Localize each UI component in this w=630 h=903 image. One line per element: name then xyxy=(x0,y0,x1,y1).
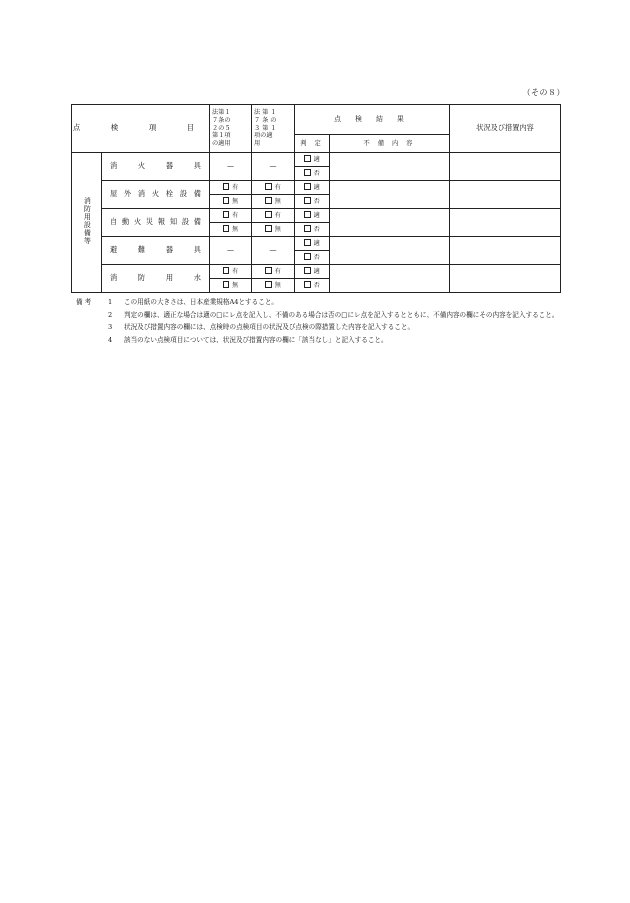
checkbox-icon xyxy=(304,267,311,274)
category-cell xyxy=(72,153,102,293)
law2-no-checkbox[interactable]: 無 xyxy=(252,223,295,237)
checkbox-icon xyxy=(265,197,272,204)
item-name: 屋外消火栓設備 xyxy=(102,181,210,209)
judge-ok-checkbox[interactable]: 適 xyxy=(295,209,330,223)
note-item: 備考 1 この用紙の大きさは、日本産業規格A4とすること。 xyxy=(76,296,560,309)
checkbox-icon xyxy=(223,281,230,288)
table-row xyxy=(72,209,561,223)
checkbox-icon xyxy=(223,197,230,204)
checkbox-icon xyxy=(223,183,230,190)
law1-no-checkbox[interactable]: 無 xyxy=(210,195,252,209)
law2-yes-checkbox[interactable]: 有 xyxy=(252,181,295,195)
checkbox-icon xyxy=(304,225,311,232)
table-row xyxy=(72,153,561,167)
header-result: 点 検 結 果 xyxy=(295,105,450,135)
judge-ng-checkbox[interactable]: 否 xyxy=(295,167,330,181)
notes-section xyxy=(76,296,560,346)
category-label: 消防用設備等 xyxy=(83,197,92,246)
law2-yes-checkbox[interactable]: 有 xyxy=(252,209,295,223)
note-item: 3 状況及び措置内容の欄には、点検時の点検項目の状況及び点検の際措置した内容を記入すること。 xyxy=(108,323,415,331)
header-row-1 xyxy=(72,105,561,135)
note-item: 4 該当のない点検項目については、状況及び措置内容の欄に「該当なし」と記入すること。 xyxy=(108,335,388,344)
table-row xyxy=(72,265,561,279)
checkbox-icon xyxy=(304,183,311,190)
law2-value: — xyxy=(252,153,295,181)
judge-ok-checkbox[interactable]: 適 xyxy=(295,153,330,167)
law2-no-checkbox[interactable]: 無 xyxy=(252,195,295,209)
checkbox-icon xyxy=(304,239,311,246)
defect-cell[interactable] xyxy=(330,237,450,265)
judge-ng-checkbox[interactable]: 否 xyxy=(295,279,330,293)
judge-ok-checkbox[interactable]: 適 xyxy=(295,265,330,279)
table-row xyxy=(72,237,561,251)
table-row xyxy=(72,181,561,195)
checkbox-icon xyxy=(223,267,230,274)
checkbox-icon xyxy=(304,169,311,176)
law2-value: — xyxy=(252,237,295,265)
checkbox-icon xyxy=(304,155,311,162)
law1-yes-checkbox[interactable]: 有 xyxy=(210,181,252,195)
defect-cell[interactable] xyxy=(330,181,450,209)
checkbox-icon xyxy=(304,281,311,288)
judge-ok-checkbox[interactable]: 適 xyxy=(295,181,330,195)
checkbox-icon xyxy=(304,253,311,260)
checkbox-icon xyxy=(265,281,272,288)
item-name: 自動火災報知設備 xyxy=(102,209,210,237)
item-name: 消防用水 xyxy=(102,265,210,293)
header-defect: 不 備 内 容 xyxy=(330,135,450,153)
status-cell[interactable] xyxy=(450,265,561,293)
law1-yes-checkbox[interactable]: 有 xyxy=(210,209,252,223)
checkbox-icon xyxy=(304,197,311,204)
checkbox-icon xyxy=(265,211,272,218)
header-judgment: 判 定 xyxy=(295,135,330,153)
item-name: 消火器具 xyxy=(102,153,210,181)
header-law-col2: 法 第 １ ７ 条 の ３ 第 １ 項の適 用 xyxy=(252,105,295,153)
checkbox-icon xyxy=(223,225,230,232)
law1-value: — xyxy=(210,237,252,265)
status-cell[interactable] xyxy=(450,181,561,209)
judge-ng-checkbox[interactable]: 否 xyxy=(295,223,330,237)
item-name: 避難器具 xyxy=(102,237,210,265)
law2-yes-checkbox[interactable]: 有 xyxy=(252,265,295,279)
header-status: 状況及び措置内容 xyxy=(450,105,561,153)
page-label: （その８） xyxy=(522,88,565,97)
law1-no-checkbox[interactable]: 無 xyxy=(210,279,252,293)
judge-ng-checkbox[interactable]: 否 xyxy=(295,251,330,265)
defect-cell[interactable] xyxy=(330,265,450,293)
inspection-table xyxy=(71,104,561,293)
defect-cell[interactable] xyxy=(330,209,450,237)
header-inspection-item: 点 検 項 目 xyxy=(72,105,210,153)
judge-ok-checkbox[interactable]: 適 xyxy=(295,237,330,251)
judge-ng-checkbox[interactable]: 否 xyxy=(295,195,330,209)
header-law-col1: 法第１ ７条の ２の５ 第１項 の適用 xyxy=(210,105,252,153)
status-cell[interactable] xyxy=(450,237,561,265)
defect-cell[interactable] xyxy=(330,153,450,181)
checkbox-icon xyxy=(265,183,272,190)
law1-no-checkbox[interactable]: 無 xyxy=(210,223,252,237)
checkbox-icon xyxy=(304,211,311,218)
checkbox-icon xyxy=(265,267,272,274)
notes-label: 備考 xyxy=(76,298,94,306)
law1-yes-checkbox[interactable]: 有 xyxy=(210,265,252,279)
checkbox-icon xyxy=(223,211,230,218)
law2-no-checkbox[interactable]: 無 xyxy=(252,279,295,293)
law1-value: — xyxy=(210,153,252,181)
status-cell[interactable] xyxy=(450,209,561,237)
checkbox-icon xyxy=(265,225,272,232)
note-item: 2 判定の欄は、適正な場合は適の□にレ点を記入し、不備のある場合は否の□にレ点を記入するとともに、不備内容の欄にその内容を記入すること。 xyxy=(108,310,559,319)
status-cell[interactable] xyxy=(450,153,561,181)
